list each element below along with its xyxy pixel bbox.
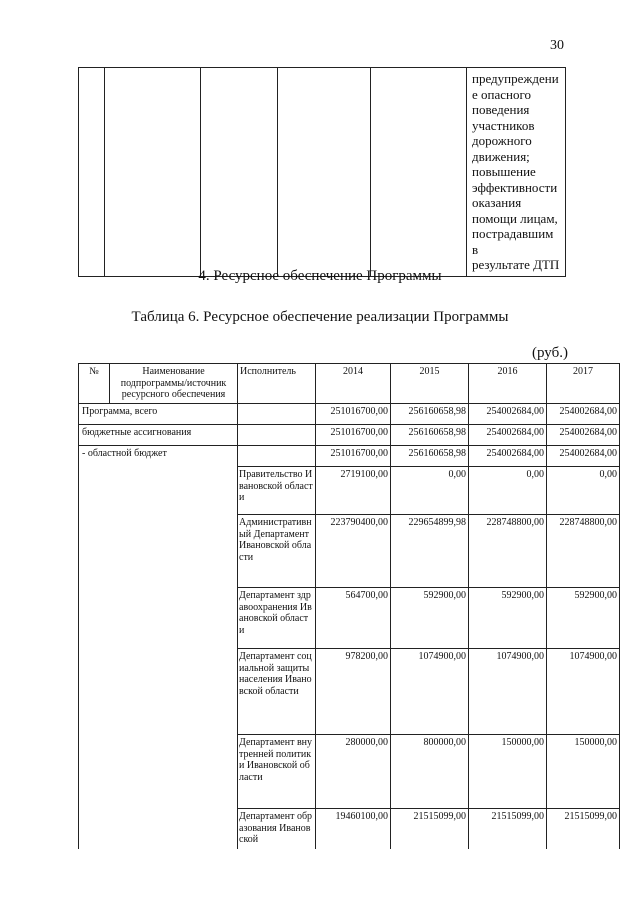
row-label: бюджетные ассигнования [79,425,238,446]
cell-2016: 150000,00 [469,735,547,809]
cell-2015: 592900,00 [391,588,469,649]
cell-2014: 564700,00 [316,588,391,649]
table-cell [79,68,105,277]
cell-2014: 19460100,00 [316,809,391,849]
executor-name: Департамент образования Ивановской [238,809,316,849]
executor-name: Департамент внутренней политики Ивановской области [238,735,316,809]
cell-2015: 229654899,98 [391,515,469,588]
page-number: 30 [550,38,564,53]
cell-2016: 254002684,00 [469,404,547,425]
resource-table [78,363,620,849]
cell-2014: 251016700,00 [316,425,391,446]
cell-2014: 251016700,00 [316,404,391,425]
cell-2016: 254002684,00 [469,425,547,446]
table-cell [201,68,278,277]
cell-2016: 21515099,00 [469,809,547,849]
cell-2016: 592900,00 [469,588,547,649]
cell-2016: 1074900,00 [469,649,547,735]
header-2017: 2017 [547,364,620,404]
cell-2017: 1074900,00 [547,649,620,735]
table-cell [371,68,467,277]
cell-2017: 150000,00 [547,735,620,809]
row-label: Программа, всего [79,404,238,425]
cell-2015: 800000,00 [391,735,469,809]
cell-2017: 21515099,00 [547,809,620,849]
cell-2016: 228748800,00 [469,515,547,588]
cell-2017: 0,00 [547,467,620,515]
cell-2014: 251016700,00 [316,446,391,467]
cell-2016: 0,00 [469,467,547,515]
measure-description: предупреждени е опасного поведения участников дорожного движения; повышение эффективности оказания помощи лицам, пострадавшим в результате ДТП [472,71,560,272]
units-label: (руб.) [532,345,568,361]
table-title: Таблица 6. Ресурсное обеспечение реализации Программы [131,309,509,325]
header-2015: 2015 [391,364,469,404]
executor-name: Правительство Ивановской области [238,467,316,515]
header-2014: 2014 [316,364,391,404]
table-cell [238,425,316,446]
cell-2015: 256160658,98 [391,425,469,446]
table-cell [238,404,316,425]
header-num: № [79,364,110,404]
cell-2017: 254002684,00 [547,446,620,467]
cell-2016: 254002684,00 [469,446,547,467]
table-row [79,404,620,425]
header-executor: Исполнитель [238,364,316,404]
cell-2015: 0,00 [391,467,469,515]
table-row [79,446,620,467]
cell-2017: 254002684,00 [547,404,620,425]
cell-2015: 256160658,98 [391,404,469,425]
executor-name: Административный Департамент Ивановской области [238,515,316,588]
row-label: - областной бюджет [79,446,238,849]
cell-2014: 280000,00 [316,735,391,809]
section-heading: 4. Ресурсное обеспечение Программы [198,268,442,284]
table-cell [278,68,371,277]
table-cell [105,68,201,277]
cell-2015: 1074900,00 [391,649,469,735]
cell-2014: 978200,00 [316,649,391,735]
executor-name: Департамент социальной защиты населения Ивановской области [238,649,316,735]
cell-2014: 2719100,00 [316,467,391,515]
cell-2017: 254002684,00 [547,425,620,446]
cell-2014: 223790400,00 [316,515,391,588]
table-row [79,425,620,446]
table-cell [467,68,566,277]
cell-2017: 592900,00 [547,588,620,649]
continued-table [78,67,566,277]
cell-2015: 256160658,98 [391,446,469,467]
header-2016: 2016 [469,364,547,404]
header-name: Наименование подпрограммы/источник ресурсного обеспечения [110,364,238,404]
cell-2017: 228748800,00 [547,515,620,588]
executor-name: Департамент здравоохранения Ивановской области [238,588,316,649]
cell-2015: 21515099,00 [391,809,469,849]
table-header-row [79,364,620,404]
table-cell [238,446,316,467]
